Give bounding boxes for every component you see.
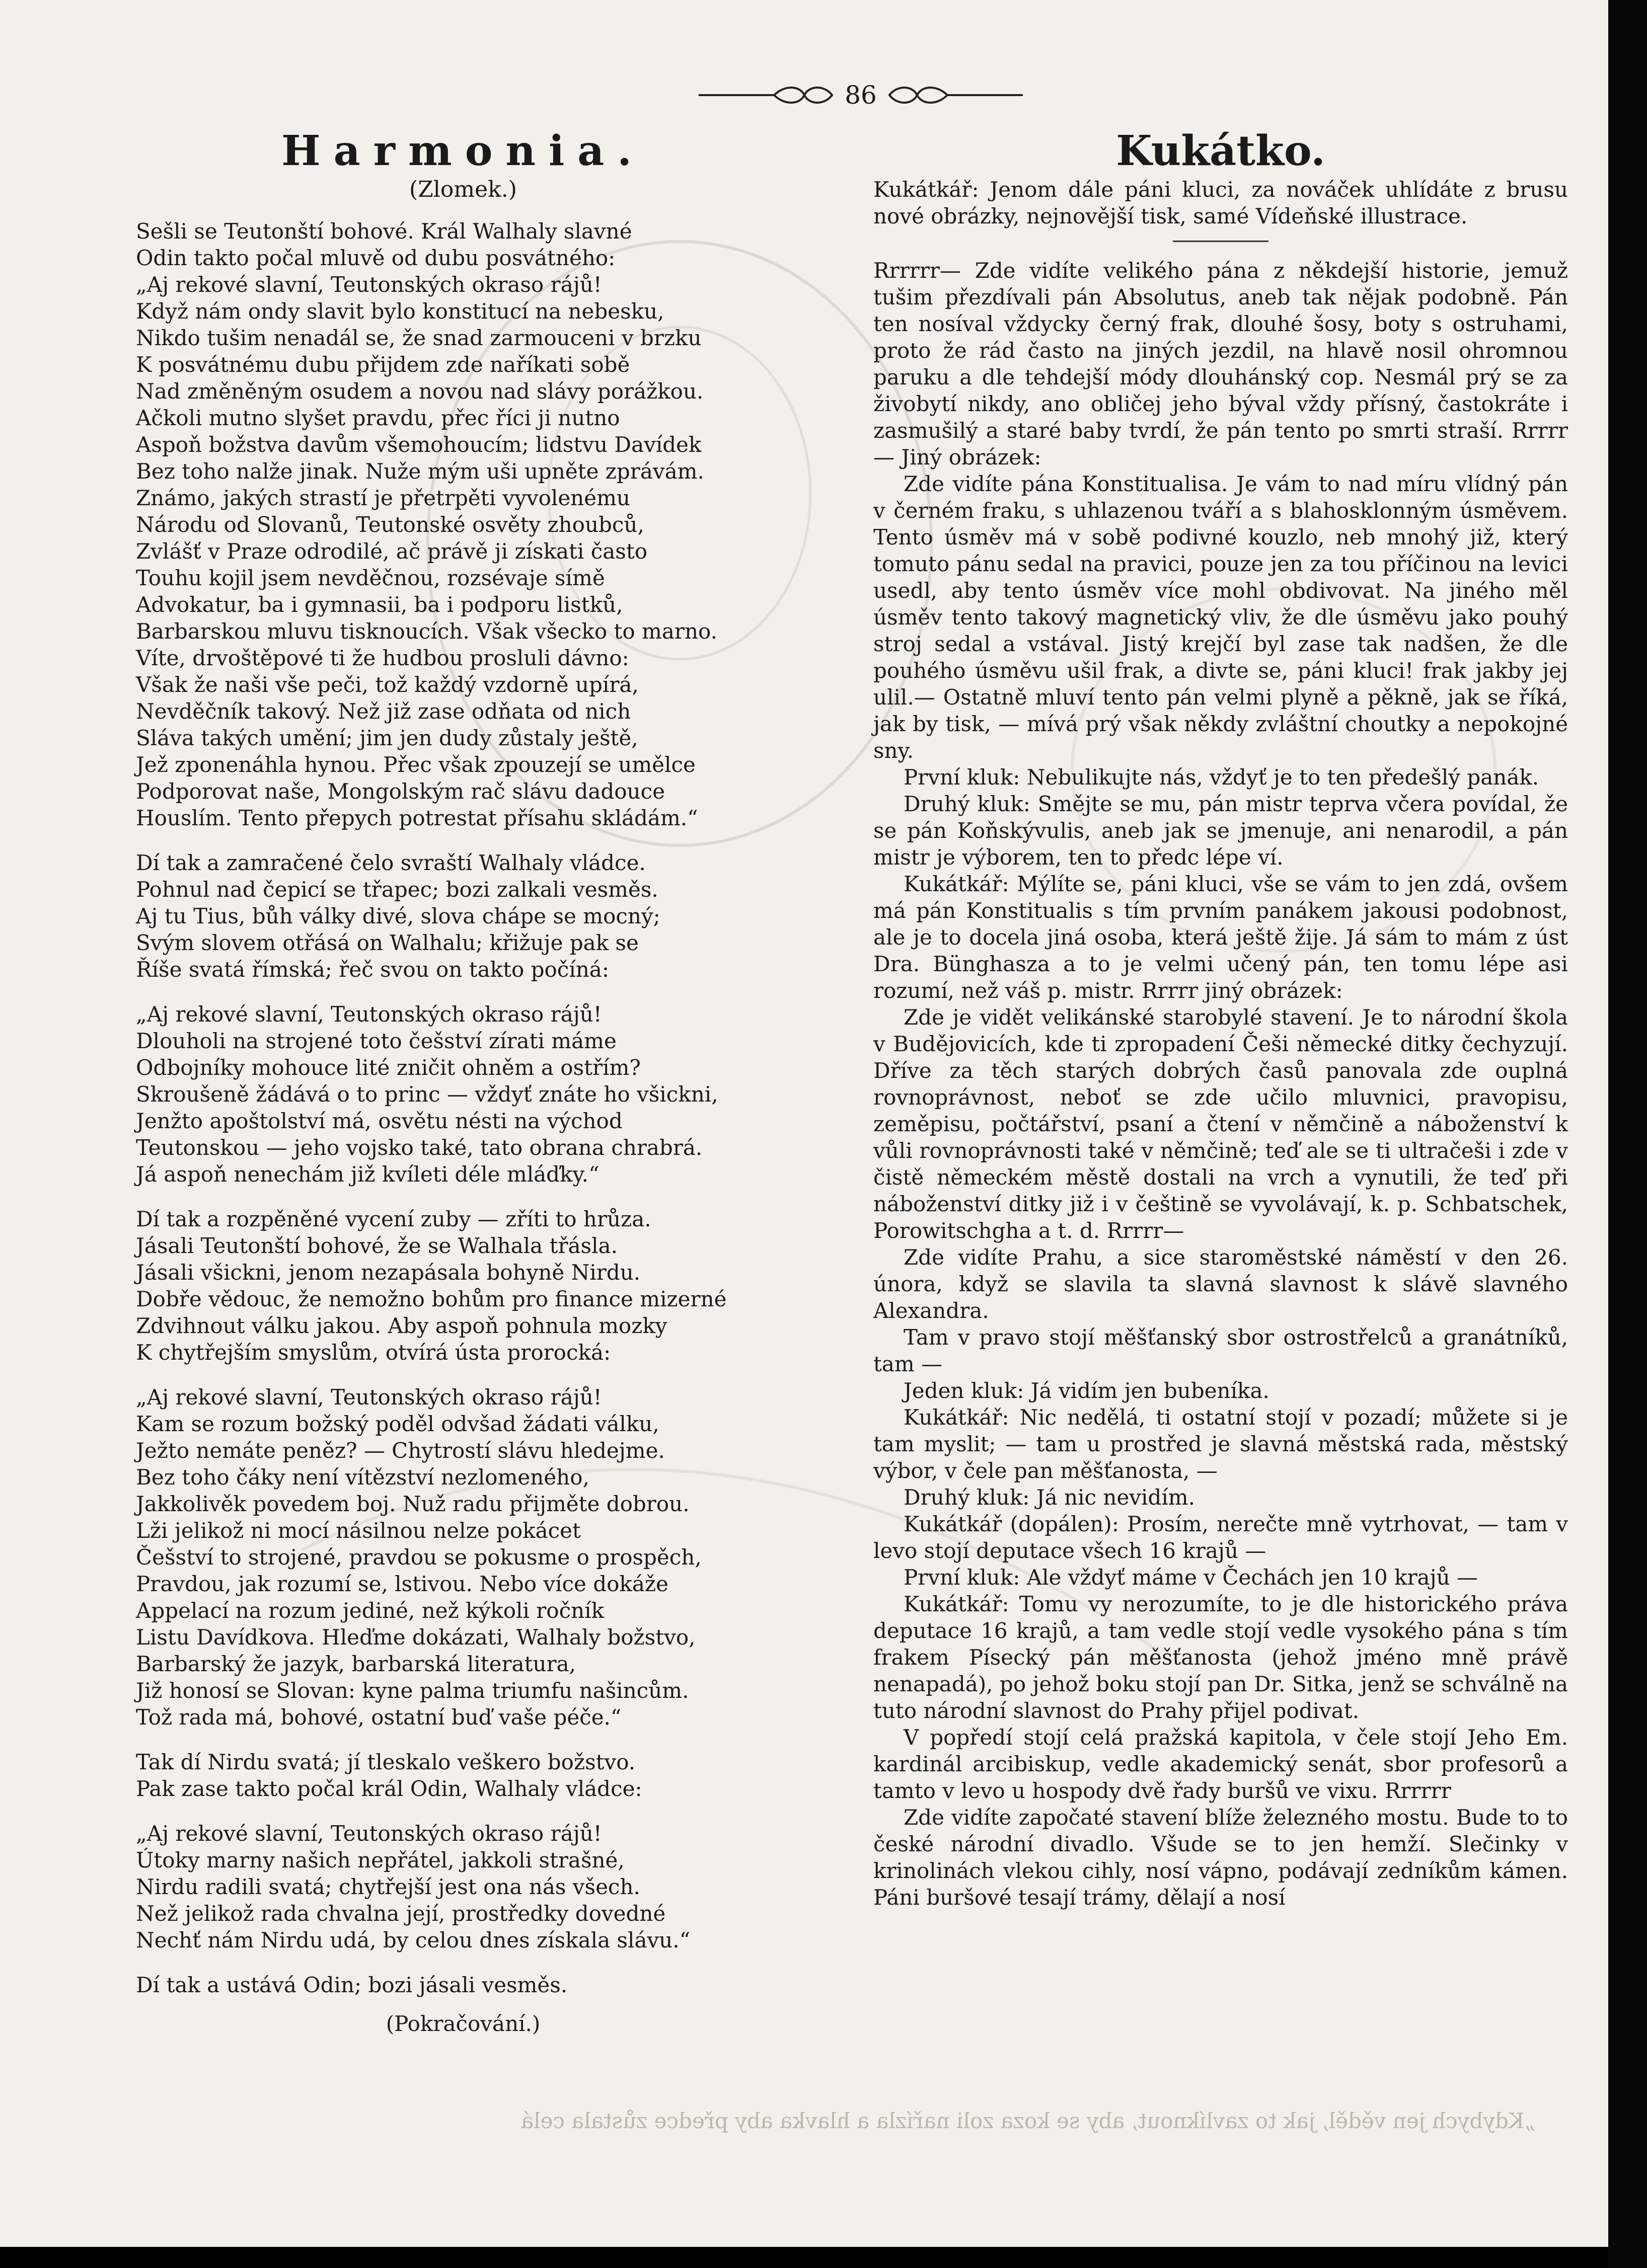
verse-line: Víte, drvoštěpové ti že hudbou prosluli dávno: — [136, 646, 629, 670]
left-column — [136, 126, 790, 2037]
article-title: Kukátko. — [1116, 127, 1325, 175]
divider-rule — [1173, 241, 1268, 242]
verse-line: Já aspoň nenechám již kvíleti déle mláďky.“ — [136, 1162, 600, 1187]
article-paragraph: Rrrrrr— Zde vidíte velikého pána z někdejší historie, jemuž tušim přezdívali pán Absolutus, aneb tak nějak podobně. Pán ten nosíval vždycky černý frak, dlouhé šosy, boty s ostruhami, proto že rád často na jiných jezdil, na hlavě nosil ohromnou paruku a dle tehdejší módy dlouhánský cop. Nesmál prý se za živobytí nikdy, ano obličej jeho býval vždy přísný, častokráte i zasmušilý a staré baby tvrdí, že pán tento po smrti straší. Rrrrr— Jiný obrázek: — [873, 258, 1568, 470]
verse-line: Zdvihnout válku jakou. Aby aspoň pohnula mozky — [136, 1313, 667, 1338]
verse-line: Odin takto počal mluvě od dubu posvátného: — [136, 246, 616, 270]
article-paragraph: Tam v pravo stojí měšťanský sbor ostrostřelců a granátníků, tam — — [873, 1325, 1568, 1376]
article-paragraph: Zde vidíte pána Konstitualisa. Je vám to nad míru vlídný pán v černém fraku, s uhlazenou tváří a s blahosklonným úsměvem. Tento úsměv má v sobě podivné kouzlo, neb mnohý již, který tomuto pánu sedal na pravici, pouze jen za tou příčinou na levici usedl, aby tento úsměv více mohl obdivovat. Na jiného měl úsměv tento takový magnetický vliv, že dle úsměvu jako pouhý stroj sedal a vstával. Jistý krejčí byl zase tak nadšen, že dle pouhého úsměvu ušil frak, a divte se, páni kluci! frak jakby jej ulil.— Ostatně mluví tento pán velmi plyně a pěkně, jak se říká, jak by tisk, — mívá prý však někdy zvláštní choutky a nepokojné sny. — [873, 472, 1568, 763]
article-paragraph: Kukátkář: Tomu vy nerozumíte, to je dle historického práva deputace 16 krajů, a tam vedle stojí vedle vysokého pána s tím frakem Písecký pán měšťanosta (jehož jméno mně právě nenapadá), po jehož boku stojí pan Dr. Sitka, jenž se schválně na tuto národní slavnost do Prahy přijel podivat. — [873, 1592, 1568, 1723]
stanza — [136, 1820, 790, 1953]
verse-line: Dí tak a ustává Odin; bozi jásali vesměs. — [136, 1973, 568, 1997]
verse-line: Když nám ondy slavit bylo konstitucí na nebesku, — [136, 299, 664, 324]
verse-line: Češství to strojené, pravdou se pokusme o prospěch, — [136, 1545, 702, 1570]
verse-line: Ježto nemáte peněz? — Chytrostí slávu hledejme. — [136, 1438, 665, 1463]
verse-line: Touhu kojil jsem nevděčnou, rozsévaje símě — [136, 566, 605, 590]
verse-line: Pak zase takto počal král Odin, Walhaly vládce: — [136, 1776, 642, 1801]
article-paragraph: Kukátkář: Nic nedělá, ti ostatní stojí v pozadí; můžete si je tam myslit; — tam u prostřed je slavná městská rada, městský výbor, v čele pan měšťanosta, — — [873, 1405, 1568, 1483]
verse-line: Bez toho nalže jinak. Nuže mým uši upněte zprávám. — [136, 459, 704, 484]
stanza — [136, 1749, 790, 1802]
poem-subtitle: (Zlomek.) — [409, 177, 517, 202]
verse-line: Bez toho čáky není vítězství nezlomeného, — [136, 1465, 589, 1490]
verse-line: Nad změněným osudem a novou nad slávy porážkou. — [136, 379, 704, 404]
ornament-left-icon — [699, 85, 835, 105]
article-paragraph: Kukátkář: Jenom dále páni kluci, za nováček uhlídáte z brusu nové obrázky, nejnovější tisk, samé Vídeňské illustrace. — [873, 177, 1568, 228]
verse-line: K posvátnému dubu přijdem zde naříkati sobě — [136, 352, 630, 377]
verse-line: Jásali všickni, jenom nezapásala bohyně Nirdu. — [136, 1260, 641, 1285]
article-paragraph: Druhý kluk: Já nic nevidím. — [904, 1485, 1195, 1510]
scan-edge — [1608, 0, 1647, 2268]
verse-line: Tož rada má, bohové, ostatní buď vaše péče.“ — [136, 1705, 622, 1730]
continued-note: (Pokračování.) — [386, 2011, 541, 2036]
article-paragraph: Kukátkář (dopálen): Prosím, nerečte mně vytrhovat, — tam v levo stojí deputace všech 16 krajů — — [873, 1512, 1568, 1563]
ornament-right-icon — [887, 85, 1023, 105]
verse-line: Podporovat naše, Mongolským rač slávu dadouce — [136, 779, 665, 804]
verse-line: Jakkolivěk povedem boj. Nuž radu přijměte dobrou. — [136, 1492, 690, 1516]
article-paragraph: V popředí stojí celá pražská kapitola, v čele stojí Jeho Em. kardinál arcibiskup, vedle akademický senát, sbor profesorů a tamto v levo u hospody dvě řady buršů ve vixu. Rrrrrr — [873, 1725, 1568, 1803]
show-through-text: „Kdybych jen věděl, jak to zavlíknout, aby se koza zoli nařízla a hlavka aby předce zůstala celá — [520, 2108, 1535, 2133]
article-paragraph: První kluk: Nebulikujte nás, vždyť je to ten předešlý panák. — [904, 765, 1539, 790]
poem-title: Harmonia. — [281, 127, 645, 175]
verse-line: Svým slovem otřásá on Walhalu; křižuje pak se — [136, 930, 639, 955]
verse-line: Sešli se Teutonští bohové. Král Walhaly slavné — [136, 219, 632, 244]
article-paragraph: Kukátkář: Mýlíte se, páni kluci, vše se vám to jen zdá, ovšem má pán Konstitualis s tím prvním panákem jakousi podobnost, ale je to docela jiná osoba, která ještě žije. Já sám to mám z úst Dra. Bünghasza a to je velmi učený pán, ten tomu lépe asi rozumí, než váš p. mistr. Rrrrr jiný obrázek: — [873, 872, 1568, 1003]
verse-line: Jenžto apoštolství má, osvětu nésti na východ — [136, 1109, 623, 1133]
verse-line: Aj tu Tius, bůh války divé, slova chápe se mocný; — [136, 904, 660, 928]
verse-line: Dí tak a zamračené čelo svraští Walhaly vládce. — [136, 850, 646, 875]
verse-line: Zvlášť v Praze odrodilé, ač právě ji získati často — [136, 539, 647, 564]
stanza — [136, 1972, 790, 1998]
verse-line: „Aj rekové slavní, Teutonských okraso rájů! — [136, 1002, 602, 1027]
article-body — [873, 176, 1568, 1911]
verse-line: Houslím. Tento přepych potrestat přísahu skládám.“ — [136, 806, 698, 830]
article-paragraph: Druhý kluk: Smějte se mu, pán mistr teprva včera povídal, že se pán Koňskývulis, aneb jak se jmenuje, ani nenarodil, a pán mistr je výborem, ten to předc lépe ví. — [873, 792, 1568, 870]
verse-line: Jež zponenáhla hynou. Přec však zpouzejí se umělce — [136, 752, 696, 777]
verse-line: Známo, jakých strastí je přetrpěti vyvolenému — [136, 486, 630, 510]
stanza — [136, 218, 790, 831]
verse-line: Nirdu radili svatá; chytřejší jest ona nás všech. — [136, 1874, 640, 1899]
stanza — [136, 1206, 790, 1366]
verse-line: Lži jelikož ni mocí násilnou nelze pokácet — [136, 1518, 581, 1543]
verse-line: Aspoň božstva davům všemohoucím; lidstvu Davídek — [136, 432, 702, 457]
verse-line: Dobře vědouc, že nemožno bohům pro finance mizerné — [136, 1287, 727, 1311]
verse-line: Teutonskou — jeho vojsko také, tato obrana chrabrá. — [136, 1135, 703, 1160]
verse-line: Jásali Teutonští bohové, že se Walhala třásla. — [136, 1233, 618, 1258]
poem-body — [136, 218, 790, 1998]
verse-line: Však že naši vše peči, tož každý vzdorně upírá, — [136, 672, 639, 697]
verse-line: Již honosí se Slovan: kyne palma triumfu našincům. — [136, 1678, 689, 1703]
verse-line: Útoky marny našich nepřátel, jakkoli strašné, — [136, 1848, 625, 1872]
verse-line: Tak dí Nirdu svatá; jí tleskalo veškero božstvo. — [136, 1750, 636, 1774]
article-paragraph: Zde vidíte Prahu, a sice staroměstské náměstí v den 26. února, když se slavila ta slavná slavnost k slávě slavného Alexandra. — [873, 1245, 1568, 1323]
verse-line: Nikdo tušim nenadál se, že snad zarmouceni v brzku — [136, 326, 702, 350]
verse-line: Nevděčník takový. Než již zase odňata od nich — [136, 699, 631, 724]
verse-line: „Aj rekové slavní, Teutonských okraso rájů! — [136, 1821, 602, 1846]
verse-line: Dí tak a rozpěněné vycení zuby — zříti to hrůza. — [136, 1207, 651, 1231]
verse-line: Nechť nám Nirdu udá, by celou dnes získala slávu.“ — [136, 1928, 691, 1952]
verse-line: Dlouholi na strojené toto češství zírati máme — [136, 1029, 617, 1053]
verse-line: Než jelikož rada chvalna její, prostředky dovedné — [136, 1901, 666, 1926]
verse-line: „Aj rekové slavní, Teutonských okraso rájů! — [136, 1385, 602, 1410]
verse-line: Advokatur, ba i gymnasii, ba i podporu listků, — [136, 592, 623, 617]
verse-line: Ačkoli mutno slyšet pravdu, přec říci ji nutno — [136, 406, 620, 430]
page-header — [654, 81, 1067, 110]
stanza — [136, 849, 790, 983]
verse-line: Barbarský že jazyk, barbarská literatura, — [136, 1652, 576, 1676]
verse-line: Říše svatá římská; řeč svou on takto počíná: — [136, 957, 609, 982]
verse-line: Listu Davídkova. Hleďme dokázati, Walhaly božstvo, — [136, 1625, 696, 1650]
article-paragraph: Jeden kluk: Já vidím jen bubeníka. — [904, 1378, 1269, 1403]
right-column — [873, 126, 1568, 1911]
verse-line: „Aj rekové slavní, Teutonských okraso rájů! — [136, 272, 602, 297]
stanza — [136, 1384, 790, 1731]
verse-line: Sláva takých umění; jim jen dudy zůstaly ještě, — [136, 726, 638, 750]
article-paragraph: První kluk: Ale vždyť máme v Čechách jen 10 krajů — — [904, 1565, 1478, 1590]
verse-line: K chytřejším smyslům, otvírá ústa prorocká: — [136, 1340, 611, 1365]
verse-line: Národu od Slovanů, Teutonské osvěty zhoubců, — [136, 512, 644, 537]
page-number: 86 — [845, 81, 877, 110]
verse-line: Odbojníky mohouce lité zničit ohněm a ostřím? — [136, 1055, 641, 1080]
verse-line: Pohnul nad čepicí se třapec; bozi zalkali vesměs. — [136, 877, 658, 902]
stanza — [136, 1001, 790, 1188]
article-paragraph: Zde vidíte započaté stavení blíže železného mostu. Bude to to české národní divadlo. Všude se to jen hemží. Slečinky v krinolinách vlekou cihly, nosí vápno, podávají zedníkům kámen. Páni buršové tesají trámy, dělají a nosí — [873, 1805, 1568, 1910]
verse-line: Appelací na rozum jediné, než kýkoli ročník — [136, 1598, 605, 1623]
verse-line: Kam se rozum božský poděl odvšad žádati válku, — [136, 1412, 659, 1436]
article-paragraph: Zde je vidět velikánské starobylé stavení. Je to národní škola v Budějovicích, kde ti zpropadení Češi německé ditky čechyzují. Dříve za těch starých dobrých časů panovala zde ouplná rovnoprávnost, neboť se zde učilo mluvnici, pravopisu, zeměpisu, počtářství, psaní a čtení v němčině a náboženství k vůli rovnoprávnosti také v němčině; teď ale se ti ultračeši i zde v čistě německém městě dostali na vrch a vynutili, že teď při náboženství ditky již i v češtině se vyvolávají, k. p. Schbatschek, Porowitschgha a t. d. Rrrrr— — [873, 1005, 1568, 1243]
verse-line: Skroušeně žádává o to princ — vždyť znáte ho všickni, — [136, 1082, 718, 1107]
verse-line: Barbarskou mluvu tisknoucích. Však všecko to marno. — [136, 619, 717, 644]
verse-line: Pravdou, jak rozumí se, lstivou. Nebo více dokáže — [136, 1572, 668, 1596]
